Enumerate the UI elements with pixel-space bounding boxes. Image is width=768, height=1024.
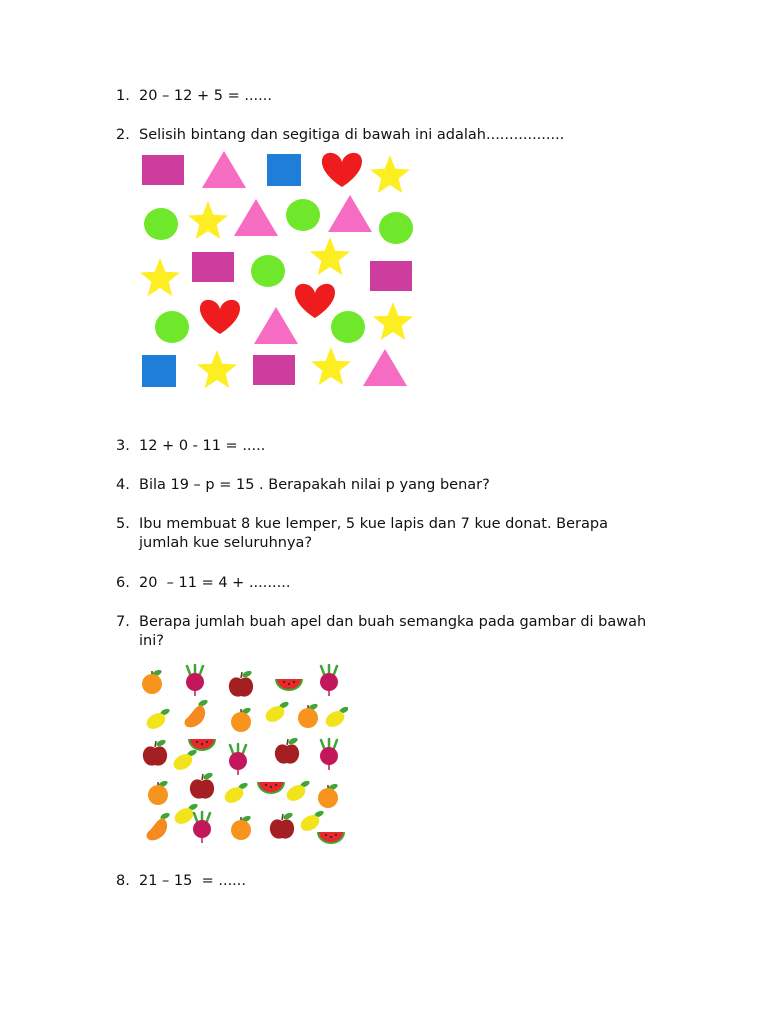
orange-icon: [142, 669, 163, 694]
heart-shape: [322, 153, 362, 187]
question-text: Selisih bintang dan segitiga di bawah ini adalah.................: [139, 127, 565, 143]
orange-icon: [231, 815, 252, 840]
question-text: Berapa jumlah buah apel dan buah semangka pada gambar di bawah ini?: [139, 614, 651, 649]
lemon-icon: [171, 749, 198, 774]
question-3: [116, 437, 656, 456]
rectangle-shape: [192, 252, 234, 282]
lemon-icon: [298, 810, 325, 835]
circle-shape: [286, 199, 320, 231]
rectangle-shape: [253, 355, 295, 385]
triangle-shape: [328, 195, 372, 232]
orange-icon: [298, 703, 319, 728]
circle-shape: [379, 212, 413, 244]
star-shape: [310, 237, 350, 275]
circle-shape: [155, 311, 189, 343]
circle-shape: [331, 311, 365, 343]
question-8: [116, 872, 656, 891]
question-text: 21 – 15 = ......: [139, 873, 247, 889]
question-6: [116, 574, 656, 593]
star-shape: [370, 155, 410, 193]
question-text: 12 + 0 - 11 = .....: [139, 438, 266, 454]
triangle-shape: [363, 349, 407, 386]
question-text: 20 – 11 = 4 + .........: [139, 575, 291, 591]
watermelon-icon: [188, 739, 216, 751]
triangle-shape: [234, 199, 278, 236]
question-1: [116, 87, 656, 106]
star-shape: [311, 347, 351, 385]
apple-icon: [190, 772, 214, 799]
watermelon-icon: [275, 679, 303, 691]
apple-icon: [229, 670, 253, 697]
question-number: 5.: [116, 516, 130, 532]
radish-icon: [320, 665, 338, 696]
rectangle-shape: [370, 261, 412, 291]
question-number: 3.: [116, 438, 130, 454]
lemon-icon: [284, 780, 311, 805]
radish-icon: [229, 744, 247, 775]
question-number: 1.: [116, 88, 130, 104]
triangle-shape: [254, 307, 298, 344]
question-text: Bila 19 – p = 15 . Berapakah nilai p yang benar?: [139, 477, 490, 493]
question-text: Ibu membuat 8 kue lemper, 5 kue lapis dan 7 kue donat. Berapa jumlah kue seluruhnya?: [139, 516, 613, 551]
lemon-icon: [323, 706, 348, 731]
question-7: [116, 613, 656, 651]
apple-icon: [270, 812, 294, 839]
circle-shape: [251, 255, 285, 287]
question-2: [116, 126, 656, 145]
question-5: [116, 515, 656, 553]
shapes-figure: [138, 148, 416, 393]
apple-icon: [275, 737, 299, 764]
mango-icon: [185, 699, 209, 728]
heart-shape: [295, 284, 335, 318]
question-number: 2.: [116, 127, 130, 143]
star-shape: [197, 350, 237, 388]
watermelon-icon: [317, 832, 345, 844]
square-shape: [267, 154, 301, 186]
apple-icon: [143, 739, 167, 766]
circle-shape: [144, 208, 178, 240]
lemon-icon: [263, 701, 290, 726]
question-number: 7.: [116, 614, 130, 630]
triangle-shape: [202, 151, 246, 188]
orange-icon: [318, 783, 339, 808]
radish-icon: [186, 665, 204, 696]
question-number: 8.: [116, 873, 130, 889]
heart-shape: [200, 300, 240, 334]
radish-icon: [193, 812, 211, 843]
question-4: [116, 476, 656, 495]
question-number: 6.: [116, 575, 130, 591]
orange-icon: [148, 780, 169, 805]
star-shape: [188, 201, 228, 239]
orange-icon: [231, 707, 252, 732]
question-number: 4.: [116, 477, 130, 493]
square-shape: [142, 355, 176, 387]
lemon-icon: [222, 782, 249, 807]
watermelon-icon: [257, 782, 285, 794]
rectangle-shape: [142, 155, 184, 185]
star-shape: [373, 302, 413, 340]
star-shape: [140, 258, 180, 296]
question-text: 20 – 12 + 5 = ......: [139, 88, 272, 104]
fruits-figure: [138, 664, 348, 851]
mango-icon: [147, 812, 171, 841]
radish-icon: [320, 739, 338, 770]
lemon-icon: [144, 708, 171, 733]
